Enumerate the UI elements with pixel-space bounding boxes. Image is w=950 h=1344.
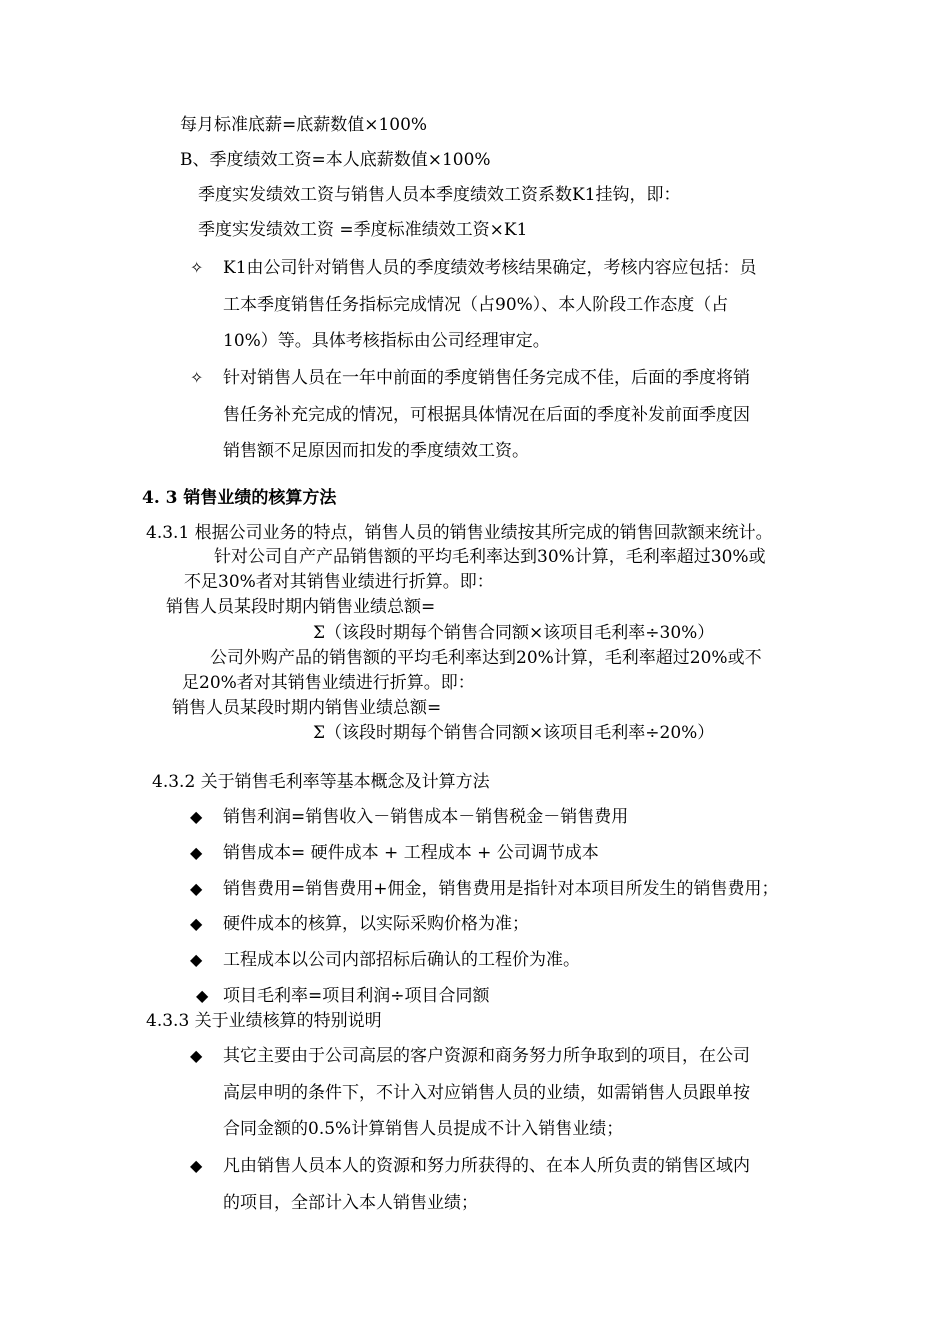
diamond-filled-icon: ◆ <box>190 1156 203 1175</box>
k1-intro: 季度实发绩效工资与销售人员本季度绩效工资系数K1挂钩，即： <box>198 185 681 205</box>
bullet-sales-expense: 销售费用=销售费用+佣金，销售费用是指针对本项目所发生的销售费用； <box>223 879 779 899</box>
bullet-sales-profit: 销售利润=销售收入－销售成本－销售税金－销售费用 <box>223 807 629 827</box>
special-note-2-line1: 凡由销售人员本人的资源和努力所获得的、在本人所负责的销售区域内 <box>223 1156 750 1176</box>
para-4-3-1-outsourced: 公司外购产品的销售额的平均毛利率达到20%计算，毛利率超过20%或不 <box>210 648 762 668</box>
diamond-filled-icon: ◆ <box>190 843 203 862</box>
formula-sum-2: Σ（该段时期每个销售合同额×该项目毛利率÷20%） <box>313 723 715 743</box>
quarter-compensation-line1: 针对销售人员在一年中前面的季度销售任务完成不佳，后面的季度将销 <box>223 368 750 388</box>
special-note-2-line2: 的项目，全部计入本人销售业绩； <box>223 1193 478 1213</box>
special-note-1-line2: 高层申明的条件下，不计入对应销售人员的业绩，如需销售人员跟单按 <box>223 1083 750 1103</box>
bullet-sales-cost: 销售成本= 硬件成本 + 工程成本 + 公司调节成本 <box>223 843 599 863</box>
bullet-gross-margin: 项目毛利率=项目利润÷项目合同额 <box>223 986 490 1006</box>
diamond-filled-icon: ◆ <box>190 807 203 826</box>
diamond-filled-icon: ◆ <box>190 950 203 969</box>
quarter-compensation-line3: 销售额不足原因而扣发的季度绩效工资。 <box>223 441 529 461</box>
base-salary-formula: 每月标准底薪=底薪数值×100% <box>180 115 428 135</box>
quarterly-salary-formula: B、季度绩效工资=本人底薪数值×100% <box>180 150 491 170</box>
section-heading-4-3: 4. 3 销售业绩的核算方法 <box>142 488 337 508</box>
k1-item-line2: 工本季度销售任务指标完成情况（占90%）、本人阶段工作态度（占 <box>223 295 729 315</box>
para-4-3-1-own-products: 针对公司自产产品销售额的平均毛利率达到30%计算，毛利率超过30%或 <box>214 547 766 567</box>
k1-item-line1: K1由公司针对销售人员的季度绩效考核结果确定，考核内容应包括：员 <box>223 258 757 278</box>
special-note-1-line1: 其它主要由于公司高层的客户资源和商务努力所争取到的项目，在公司 <box>223 1046 750 1066</box>
diamond-outline-icon: ✧ <box>190 368 204 387</box>
formula-label-1: 销售人员某段时期内销售业绩总额= <box>166 597 436 617</box>
special-note-1-line3: 合同金额的0.5%计算销售人员提成不计入销售业绩； <box>223 1119 624 1139</box>
bullet-hardware-cost: 硬件成本的核算，以实际采购价格为准； <box>223 914 529 934</box>
diamond-filled-icon: ◆ <box>190 879 203 898</box>
diamond-outline-icon: ✧ <box>190 258 204 277</box>
formula-label-2: 销售人员某段时期内销售业绩总额= <box>172 698 442 718</box>
k1-formula: 季度实发绩效工资 =季度标准绩效工资×K1 <box>198 220 528 240</box>
diamond-filled-icon: ◆ <box>190 1046 203 1065</box>
diamond-filled-icon: ◆ <box>196 986 209 1005</box>
formula-sum-1: Σ（该段时期每个销售合同额×该项目毛利率÷30%） <box>313 623 715 643</box>
bullet-engineering-cost: 工程成本以公司内部招标后确认的工程价为准。 <box>223 950 580 970</box>
section-heading-4-3-2: 4.3.2 关于销售毛利率等基本概念及计算方法 <box>152 772 490 792</box>
diamond-filled-icon: ◆ <box>190 914 203 933</box>
section-heading-4-3-3: 4.3.3 关于业绩核算的特别说明 <box>146 1011 382 1031</box>
k1-item-line3: 10%）等。具体考核指标由公司经理审定。 <box>223 331 550 351</box>
para-4-3-1-own-products-2: 不足30%者对其销售业绩进行折算。即： <box>184 572 494 592</box>
quarter-compensation-line2: 售任务补充完成的情况，可根据具体情况在后面的季度补发前面季度因 <box>223 405 750 425</box>
para-4-3-1: 4.3.1 根据公司业务的特点，销售人员的销售业绩按其所完成的销售回款额来统计。 <box>146 523 773 543</box>
para-4-3-1-outsourced-2: 足20%者对其销售业绩进行折算。即： <box>182 673 475 693</box>
